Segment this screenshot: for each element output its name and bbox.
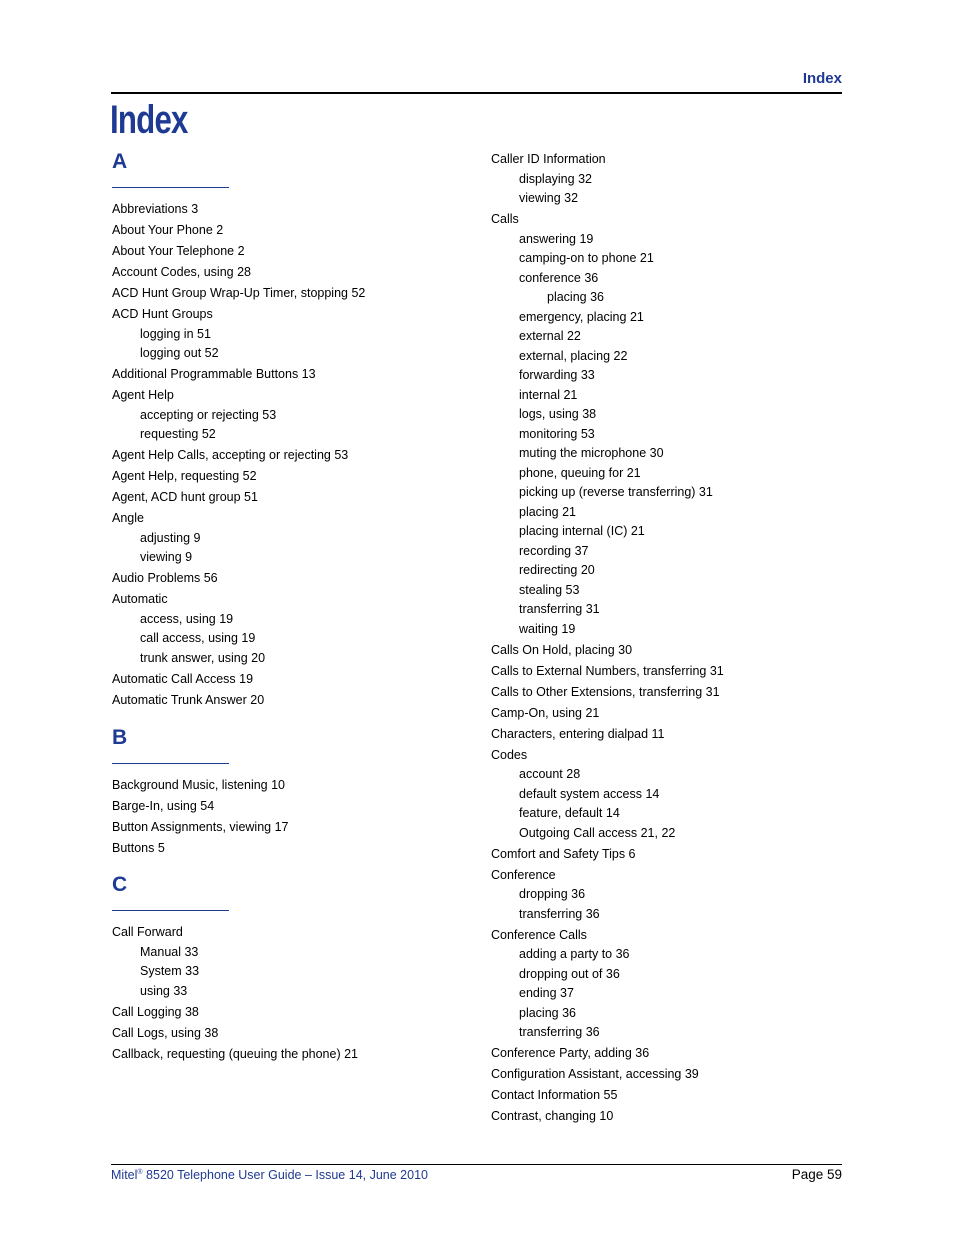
- index-entry: Codes: [491, 747, 528, 762]
- index-entry: Abbreviations 3: [112, 202, 199, 216]
- index-entry: Comfort and Safety Tips 6: [491, 846, 636, 861]
- index-subentry: transferring 36: [519, 906, 600, 921]
- index-subentry: Outgoing Call access 21, 22: [519, 825, 676, 840]
- index-subentry: picking up (reverse transferring) 31: [519, 485, 713, 499]
- index-entry: Account Codes, using 28: [112, 265, 251, 279]
- index-entry: Calls to Other Extensions, transferring 31: [491, 684, 720, 699]
- index-entry: Agent, ACD hunt group 51: [112, 490, 258, 504]
- index-subentry: answering 19: [519, 231, 594, 246]
- section-letter: A: [112, 150, 128, 173]
- section-letter: C: [112, 873, 128, 896]
- index-subentry: redirecting 20: [519, 563, 595, 577]
- index-subentry: conference 36: [519, 270, 599, 285]
- index-entry: Background Music, listening 10: [112, 778, 286, 792]
- index-subentry: accepting or rejecting 53: [140, 407, 277, 422]
- index-entry: Call Logs, using 38: [112, 1025, 219, 1040]
- index-entry: ACD Hunt Group Wrap-Up Timer, stopping 52: [112, 286, 366, 300]
- index-subentry: account 28: [519, 767, 581, 781]
- index-subentry: viewing 32: [519, 191, 579, 205]
- index-entry: Callback, requesting (queuing the phone) 21: [112, 1046, 359, 1061]
- index-subentry: requesting 52: [140, 427, 216, 441]
- index-entry: Call Forward: [112, 925, 183, 939]
- index-subentry: System 33: [140, 964, 200, 978]
- index-entry: Agent Help: [112, 388, 174, 402]
- index-subentry: forwarding 33: [519, 368, 595, 382]
- index-subentry: camping-on to phone 21: [519, 251, 654, 265]
- index-entry: Call Logging 38: [112, 1004, 199, 1019]
- index-entry: Agent Help, requesting 52: [112, 469, 257, 483]
- index-entry: Automatic Call Access 19: [112, 671, 254, 686]
- index-subentry: logs, using 38: [519, 407, 597, 421]
- index-subentry: Manual 33: [140, 944, 199, 959]
- index-entry: Buttons 5: [112, 841, 165, 855]
- index-subentry: emergency, placing 21: [519, 309, 644, 324]
- index-subentry: external, placing 22: [519, 348, 628, 363]
- footer-brand: Mitel: [111, 1168, 138, 1182]
- index-subentry: placing 21: [519, 504, 576, 519]
- header-rule: [111, 92, 842, 94]
- index-subentry: using 33: [140, 983, 188, 998]
- index-entry: Audio Problems 56: [112, 571, 218, 585]
- index-subentry: access, using 19: [140, 611, 234, 626]
- index-subentry: logging out 52: [140, 346, 219, 360]
- footer-doc-title: 8520 Telephone User Guide – Issue 14, June 2010: [142, 1168, 428, 1182]
- section-letter: B: [112, 726, 128, 749]
- section-rule: [112, 187, 229, 188]
- index-subentry: default system access 14: [519, 786, 660, 801]
- index-entry: Conference Calls: [491, 927, 587, 942]
- index-entry: Camp-On, using 21: [491, 705, 600, 720]
- index-entry: Conference: [491, 867, 556, 882]
- index-entry: Contrast, changing 10: [491, 1109, 614, 1123]
- index-entry: Caller ID Information: [491, 152, 606, 166]
- index-subentry: transferring 36: [519, 1025, 600, 1039]
- index-subentry: placing 36: [519, 1005, 576, 1020]
- section-rule: [112, 763, 229, 764]
- footer-doc-info: [111, 1168, 428, 1182]
- footer-registered-mark: ®: [137, 1168, 143, 1176]
- index-entry: Button Assignments, viewing 17: [112, 820, 289, 834]
- index-entry: Calls to External Numbers, transferring 31: [491, 663, 724, 678]
- index-subentry: placing 36: [547, 290, 604, 304]
- index-subentry: phone, queuing for 21: [519, 465, 641, 480]
- index-subentry: dropping out of 36: [519, 966, 620, 981]
- index-subentry: recording 37: [519, 543, 589, 558]
- index-subentry: internal 21: [519, 387, 578, 402]
- footer-rule: [111, 1164, 842, 1165]
- index-subentry: waiting 19: [519, 621, 576, 636]
- index-entry: Characters, entering dialpad 11: [491, 726, 665, 741]
- index-subentry: viewing 9: [140, 550, 193, 564]
- index-entry: Angle: [112, 511, 144, 525]
- section-rule: [112, 910, 229, 911]
- index-entry: About Your Telephone 2: [112, 244, 245, 258]
- index-entry: Calls: [491, 212, 519, 226]
- index-subentry: transferring 31: [519, 602, 600, 616]
- index-subentry: monitoring 53: [519, 426, 595, 441]
- index-subentry: displaying 32: [519, 171, 592, 186]
- index-subentry: ending 37: [519, 986, 574, 1000]
- index-entry: Configuration Assistant, accessing 39: [491, 1067, 699, 1081]
- index-entry: Barge-In, using 54: [112, 799, 215, 813]
- index-entry: Additional Programmable Buttons 13: [112, 367, 316, 381]
- index-entry: Calls On Hold, placing 30: [491, 642, 633, 657]
- index-subentry: trunk answer, using 20: [140, 650, 266, 665]
- index-subentry: placing internal (IC) 21: [519, 524, 645, 538]
- index-entry: Contact Information 55: [491, 1088, 618, 1102]
- index-entry: ACD Hunt Groups: [112, 307, 213, 321]
- page-number: Page 59: [791, 1167, 842, 1182]
- index-subentry: logging in 51: [140, 326, 211, 341]
- index-subentry: external 22: [519, 329, 581, 343]
- index-subentry: call access, using 19: [140, 631, 256, 645]
- index-entry: Automatic: [112, 592, 168, 606]
- index-subentry: adjusting 9: [140, 530, 201, 545]
- index-subentry: muting the microphone 30: [519, 446, 664, 460]
- page-title: Index: [110, 98, 188, 142]
- index-entry: About Your Phone 2: [112, 223, 224, 237]
- index-entry: Automatic Trunk Answer 20: [112, 692, 265, 707]
- index-subentry: feature, default 14: [519, 806, 620, 820]
- index-subentry: adding a party to 36: [519, 947, 630, 961]
- index-subentry: dropping 36: [519, 887, 586, 901]
- index-entry: Conference Party, adding 36: [491, 1046, 650, 1060]
- header-label: Index: [802, 70, 842, 87]
- index-entry: Agent Help Calls, accepting or rejecting 53: [112, 448, 349, 462]
- index-subentry: stealing 53: [519, 582, 580, 597]
